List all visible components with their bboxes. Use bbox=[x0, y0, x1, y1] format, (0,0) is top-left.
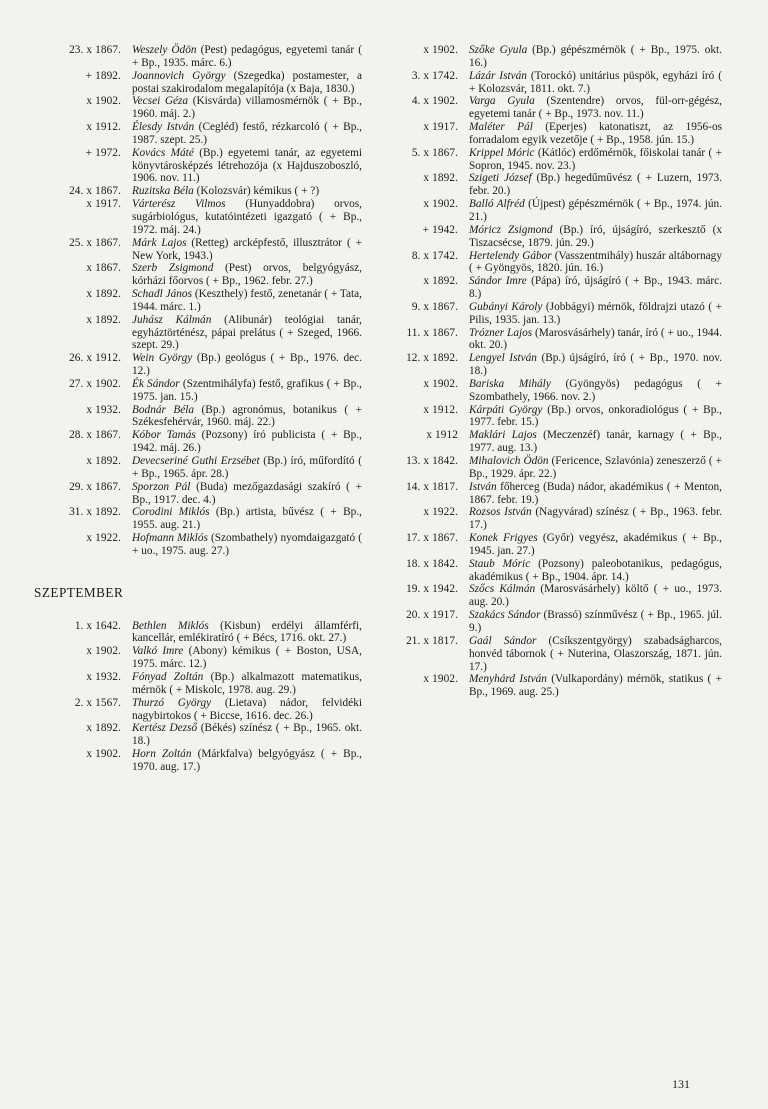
entry-description: (Brassó) színművész ( + Bp., 1965. júl. 9.) bbox=[469, 609, 722, 634]
entry-text bbox=[469, 70, 722, 96]
calendar-entry bbox=[34, 198, 362, 237]
entry-text bbox=[469, 673, 722, 699]
entry-description: (Újpest) gépészmérnök ( + Bp., 1974. jún. 21.) bbox=[469, 198, 722, 223]
calendar-entry bbox=[34, 429, 362, 455]
entry-date: x 1917. bbox=[423, 121, 458, 134]
entry-date: 24. x 1867. bbox=[69, 185, 121, 198]
entry-description: (Szegedka) postamester, a postai szakirodalom megalapítója (x Baja, 1830.) bbox=[132, 69, 362, 95]
entry-text bbox=[132, 748, 362, 774]
entry-date: x 1902. bbox=[86, 645, 121, 658]
person-name: Sporzon Pál bbox=[132, 480, 191, 493]
person-name: Balló Alfréd bbox=[469, 198, 525, 211]
entry-description: (Kátlóc) erdőmérnök, főiskolai tanár ( + Sopron, 1945. nov. 23.) bbox=[469, 146, 722, 172]
entry-description: (Bp.) hegedűművész ( + Luzern, 1973. febr. 20.) bbox=[469, 172, 722, 198]
entry-description: (Vasszentmihály) huszár altábornagy ( + Gyöngyös, 1820. jún. 16.) bbox=[469, 249, 722, 275]
entry-date: 31. x 1892. bbox=[69, 506, 121, 519]
entry-date: x 1902. bbox=[86, 748, 121, 761]
person-name: Szőke Gyula bbox=[469, 44, 528, 56]
entry-description: (Bp.) újságíró, író ( + Bp., 1970. nov. 18.) bbox=[469, 352, 722, 378]
calendar-entry bbox=[34, 378, 362, 404]
entry-description: (Abony) kémikus ( + Boston, USA, 1975. márc. 12.) bbox=[132, 645, 362, 671]
calendar-entry bbox=[34, 506, 362, 532]
entry-text bbox=[469, 121, 722, 147]
entry-text bbox=[132, 185, 362, 198]
entry-date: 26. x 1912. bbox=[69, 352, 121, 365]
entry-text bbox=[469, 224, 722, 250]
right-entries bbox=[392, 44, 722, 699]
entry-date: 17. x 1867. bbox=[406, 532, 458, 545]
entry-text bbox=[469, 404, 722, 430]
entry-description: (Vulkapordány) mérnök, statikus ( + Bp., 1969. aug. 25.) bbox=[469, 673, 722, 699]
entry-description: (Bp.) egyetemi tanár, az egyetemi könyvtárosképzés létrehozója (x Hajduszoboszló, 1906. nov. 11.) bbox=[132, 146, 363, 185]
person-name: Krippel Móric bbox=[469, 146, 535, 159]
section-title: SZEPTEMBER bbox=[34, 584, 124, 600]
entry-description: (Csíkszentgyörgy) szabadságharcos, honvéd tábornok ( + Nuterina, Olaszország, 1871. jún. 17.) bbox=[469, 634, 722, 673]
entry-text bbox=[469, 429, 722, 455]
entry-text bbox=[132, 671, 362, 697]
calendar-entry bbox=[34, 455, 362, 481]
calendar-entry bbox=[34, 645, 362, 671]
entry-date: 3. x 1742. bbox=[411, 69, 458, 82]
entry-date: x 1892. bbox=[86, 455, 121, 467]
calendar-entry bbox=[34, 44, 362, 70]
calendar-entry bbox=[34, 262, 362, 288]
calendar-entry bbox=[392, 224, 722, 250]
person-name: Bariska Mihály bbox=[469, 377, 551, 390]
entry-date: x 1902. bbox=[423, 673, 458, 686]
entry-date: 20. x 1917. bbox=[406, 609, 458, 622]
entry-description: (Bp.) orvos, onkoradiológus ( + Bp., 1977. febr. 15.) bbox=[469, 403, 722, 429]
person-name: Joannovich György bbox=[132, 69, 226, 82]
entry-text bbox=[469, 172, 722, 198]
entry-description: (Márkfalva) belgyógyász ( + Bp., 1970. aug. 17.) bbox=[132, 748, 362, 773]
entry-date: x 1902. bbox=[423, 377, 458, 390]
entry-date: + 1892. bbox=[85, 69, 121, 82]
entry-description: (Kolozsvár) kémikus ( + ?) bbox=[193, 185, 320, 198]
person-name: Schadl János bbox=[132, 288, 192, 301]
person-name: Szőcs Kálmán bbox=[469, 583, 536, 596]
entry-date: 21. x 1817. bbox=[406, 634, 458, 647]
entry-date: 12. x 1892. bbox=[406, 352, 458, 365]
entry-description: (Hunyaddobra) orvos, sugárbiológus, kutatóintézeti igazgató ( + Bp., 1972. máj. 24.) bbox=[132, 198, 363, 236]
person-name: Szerb Zsigmond bbox=[132, 262, 214, 275]
calendar-entry bbox=[392, 352, 722, 378]
person-name: Lázár István bbox=[469, 69, 527, 82]
person-name: Devecseriné Guthi Erzsébet bbox=[132, 455, 260, 467]
calendar-entry bbox=[34, 722, 362, 748]
entry-date: x 1892. bbox=[423, 172, 458, 185]
entry-description: (Keszthely) festő, zenetanár ( + Tata, 1944. márc. 1.) bbox=[132, 288, 362, 313]
left-top-entries bbox=[34, 44, 362, 558]
entry-text bbox=[469, 506, 722, 532]
entry-text bbox=[132, 481, 362, 507]
entry-description: (Buda) mezőgazdasági szakíró ( + Bp., 1917. dec. 4.) bbox=[132, 480, 363, 506]
calendar-entry bbox=[392, 198, 722, 224]
entry-description: (Fericence, Szlavónia) zeneszerző ( + Bp., 1929. ápr. 22.) bbox=[469, 455, 722, 480]
calendar-entry bbox=[392, 455, 722, 481]
calendar-entry bbox=[34, 95, 362, 121]
calendar-entry bbox=[34, 532, 362, 558]
entry-text bbox=[132, 70, 362, 96]
entry-description: (Eperjes) katonatiszt, az 1956-os forradalom egyik vezetője ( + Bp., 1958. jún. 15.) bbox=[469, 121, 722, 146]
entry-date: x 1912. bbox=[423, 403, 458, 416]
person-name: Corodini Miklós bbox=[132, 506, 210, 519]
entry-text bbox=[469, 352, 722, 378]
entry-text bbox=[469, 455, 722, 481]
person-name: Fónyad Zoltán bbox=[132, 670, 204, 683]
calendar-entry bbox=[34, 748, 362, 774]
entry-text bbox=[469, 558, 722, 584]
entry-date: x 1902. bbox=[423, 198, 458, 211]
person-name: Staub Móric bbox=[469, 557, 531, 570]
entry-text bbox=[469, 481, 722, 507]
entry-date: x 1922. bbox=[86, 532, 121, 545]
person-name: Kertész Dezső bbox=[132, 722, 198, 735]
entry-text bbox=[469, 301, 722, 327]
entry-description: (Pest) pedagógus, egyetemi tanár ( + Bp., 1935. márc. 6.) bbox=[132, 44, 363, 69]
calendar-entry bbox=[392, 673, 722, 699]
entry-text bbox=[132, 352, 362, 378]
entry-text bbox=[469, 635, 722, 674]
right-column bbox=[392, 44, 722, 699]
calendar-entry bbox=[392, 532, 722, 558]
entry-date: 14. x 1817. bbox=[406, 480, 458, 493]
entry-description: (Retteg) arcképfestő, illusztrátor ( + New York, 1943.) bbox=[132, 236, 362, 262]
entry-text bbox=[469, 609, 722, 635]
entry-date: 11. x 1867. bbox=[406, 326, 458, 339]
entry-date: 8. x 1742. bbox=[411, 249, 458, 262]
entry-text bbox=[132, 237, 362, 263]
entry-text bbox=[132, 288, 362, 314]
person-name: Móricz Zsigmond bbox=[469, 223, 553, 236]
entry-date: 23. x 1867. bbox=[69, 44, 121, 56]
entry-description: főherceg (Buda) nádor, akadémikus ( + Menton, 1867. febr. 19.) bbox=[469, 480, 722, 506]
person-name: Bodnár Béla bbox=[132, 403, 195, 416]
calendar-entry bbox=[34, 671, 362, 697]
entry-text bbox=[132, 697, 362, 723]
calendar-entry bbox=[392, 404, 722, 430]
entry-text bbox=[132, 198, 362, 237]
entry-text bbox=[132, 95, 362, 121]
calendar-entry bbox=[34, 70, 362, 96]
entry-text bbox=[132, 532, 362, 558]
entry-description: (Bp.) alkalmazott matematikus, mérnök ( + Miskolc, 1978. aug. 29.) bbox=[132, 670, 363, 696]
entry-date: 18. x 1842. bbox=[406, 557, 458, 570]
entry-text bbox=[469, 532, 722, 558]
calendar-entry bbox=[392, 275, 722, 301]
entry-description: (Bp.) gépészmérnök ( + Bp., 1975. okt. 16.) bbox=[469, 44, 723, 69]
person-name: Kóbor Tamás bbox=[132, 429, 196, 442]
entry-description: (Bp.) író, műfordító ( + Bp., 1965. ápr. 28.) bbox=[132, 455, 362, 480]
person-name: Gaál Sándor bbox=[469, 634, 537, 647]
entry-text bbox=[469, 147, 722, 173]
calendar-entry bbox=[34, 620, 362, 646]
calendar-entry bbox=[34, 481, 362, 507]
entry-text bbox=[132, 44, 362, 70]
entry-description: (Meczenzéf) tanár, karnagy ( + Bp., 1977. aug. 13.) bbox=[469, 429, 722, 455]
entry-text bbox=[132, 262, 362, 288]
calendar-entry bbox=[392, 121, 722, 147]
person-name: Gubányi Károly bbox=[469, 300, 543, 313]
calendar-entry bbox=[392, 70, 722, 96]
person-name: Valkó Imre bbox=[132, 645, 184, 658]
entry-text bbox=[469, 583, 722, 609]
person-name: Mihalovich Ödön bbox=[469, 455, 549, 467]
entry-date: 13. x 1842. bbox=[406, 455, 458, 467]
person-name: Élesdy István bbox=[132, 121, 195, 134]
entry-description: (Torockó) unitárius püspök, egyházi író ( + Kolozsvár, 1811. okt. 7.) bbox=[469, 69, 722, 95]
entry-text bbox=[469, 327, 722, 353]
entry-date: x 1912 bbox=[426, 429, 458, 442]
calendar-entry bbox=[392, 558, 722, 584]
entry-description: (Bp.) agronómus, botanikus ( + Székesfehérvár, 1960. máj. 22.) bbox=[132, 403, 362, 429]
entry-description: (Pápa) író, újságíró ( + Bp., 1943. márc. 8.) bbox=[469, 275, 722, 301]
calendar-entry bbox=[34, 697, 362, 723]
entry-description: (Alibunár) teológiai tanár, egyháztörténész, pápai prelátus ( + Szeged, 1966. szept. 29.) bbox=[132, 313, 362, 352]
calendar-entry bbox=[392, 378, 722, 404]
person-name: Lengyel István bbox=[469, 352, 537, 365]
entry-date: x 1902. bbox=[86, 95, 121, 108]
entry-text bbox=[132, 404, 362, 430]
entry-date: x 1932. bbox=[86, 670, 121, 683]
entry-date: + 1972. bbox=[85, 146, 121, 159]
entry-text bbox=[132, 378, 362, 404]
entry-date: x 1917. bbox=[86, 198, 121, 211]
calendar-entry bbox=[34, 237, 362, 263]
calendar-entry bbox=[34, 185, 362, 198]
entry-description: (Békés) színész ( + Bp., 1965. okt. 18.) bbox=[132, 722, 362, 748]
entry-description: (Kisvárda) villamosmérnök ( + Bp., 1960. máj. 2.) bbox=[132, 95, 362, 121]
calendar-entry bbox=[392, 301, 722, 327]
entry-date: x 1932. bbox=[86, 403, 121, 416]
calendar-entry bbox=[392, 147, 722, 173]
person-name: Rozsos István bbox=[469, 506, 532, 519]
entry-text bbox=[469, 378, 722, 404]
entry-text bbox=[469, 250, 722, 276]
entry-date: 25. x 1867. bbox=[69, 236, 121, 249]
entry-text bbox=[469, 198, 722, 224]
entry-date: 5. x 1867. bbox=[411, 146, 458, 159]
person-name: Ék Sándor bbox=[132, 377, 180, 390]
person-name: Juhász Kálmán bbox=[132, 313, 212, 326]
entry-text bbox=[132, 645, 362, 671]
person-name: Szigeti József bbox=[469, 172, 532, 185]
calendar-entry bbox=[34, 288, 362, 314]
calendar-entry bbox=[392, 506, 722, 532]
calendar-entry bbox=[392, 250, 722, 276]
calendar-entry bbox=[34, 314, 362, 353]
left-bottom-entries bbox=[34, 620, 362, 774]
entry-date: 2. x 1567. bbox=[74, 696, 121, 709]
person-name: Sándor Imre bbox=[469, 275, 527, 288]
entry-text bbox=[469, 95, 722, 121]
person-name: Wein György bbox=[132, 352, 193, 365]
entry-date: 29. x 1867. bbox=[69, 480, 121, 493]
person-name: Hertelendy Gábor bbox=[469, 249, 552, 262]
calendar-entry bbox=[392, 172, 722, 198]
entry-date: x 1892. bbox=[86, 313, 121, 326]
person-name: Trózner Lajos bbox=[469, 326, 533, 339]
entry-description: (Pozsony) író publicista ( + Bp., 1942. máj. 26.) bbox=[132, 429, 362, 455]
calendar-entry bbox=[392, 609, 722, 635]
person-name: Weszely Ödön bbox=[132, 44, 197, 56]
person-name: Márk Lajos bbox=[132, 236, 187, 249]
person-name: Thurzó György bbox=[132, 696, 212, 709]
person-name: Vecsei Géza bbox=[132, 95, 189, 108]
entry-text bbox=[469, 275, 722, 301]
person-name: Kovács Máté bbox=[132, 146, 194, 159]
entry-description: (Kisbun) erdélyi államférfi, kancellár, emlékiratíró ( + Bécs, 1716. okt. 27.) bbox=[132, 619, 362, 645]
entry-date: 27. x 1902. bbox=[69, 377, 121, 390]
entry-description: (Jobbágyi) mérnök, földrajzi utazó ( + Pilis, 1935. jan. 13.) bbox=[469, 300, 722, 326]
entry-text bbox=[132, 620, 362, 646]
entry-text bbox=[132, 506, 362, 532]
person-name: Maklári Lajos bbox=[469, 429, 537, 442]
entry-description: (Szombathely) nyomdaigazgató ( + uo., 1975. aug. 27.) bbox=[132, 532, 363, 557]
person-name: Kárpáti György bbox=[469, 403, 543, 416]
entry-text bbox=[132, 121, 362, 147]
person-name: Szakács Sándor bbox=[469, 609, 541, 622]
calendar-entry bbox=[34, 121, 362, 147]
person-name: Konek Frigyes bbox=[469, 532, 538, 545]
calendar-entry bbox=[392, 429, 722, 455]
entry-date: 1. x 1642. bbox=[74, 619, 121, 632]
entry-description: (Lietava) nádor, felvidéki nagybirtokos ( + Biccse, 1616. dec. 26.) bbox=[132, 696, 362, 722]
entry-description: (Pest) orvos, belgyógyász, kórházi főorvos ( + Bp., 1962. febr. 27.) bbox=[132, 262, 362, 288]
entry-date: x 1892. bbox=[86, 288, 121, 301]
entry-description: (Gyöngyös) pedagógus ( + Szombathely, 1966. nov. 2.) bbox=[469, 377, 723, 403]
person-name: Ruzitska Béla bbox=[132, 185, 194, 198]
calendar-entry bbox=[34, 352, 362, 378]
calendar-entry bbox=[34, 404, 362, 430]
calendar-entry bbox=[34, 147, 362, 186]
entry-text bbox=[132, 722, 362, 748]
entry-description: (Győr) vegyész, akadémikus ( + Bp., 1945. jan. 27.) bbox=[469, 532, 722, 557]
entry-date: 4. x 1902. bbox=[411, 95, 458, 108]
entry-description: (Bp.) geológus ( + Bp., 1976. dec. 12.) bbox=[132, 352, 362, 378]
entry-text bbox=[469, 44, 722, 70]
entry-date: 9. x 1867. bbox=[411, 300, 458, 313]
left-column bbox=[34, 44, 362, 774]
entry-description: (Marosvásárhely) tanár, író ( + uo., 1944. okt. 20.) bbox=[469, 326, 722, 352]
entry-date: x 1902. bbox=[423, 44, 458, 56]
person-name: Varga Gyula bbox=[469, 95, 535, 108]
entry-description: (Szentmihályfa) festő, grafikus ( + Bp., 1975. jan. 15.) bbox=[132, 377, 362, 403]
entry-description: (Nagyvárad) színész ( + Bp., 1963. febr. 17.) bbox=[469, 506, 722, 532]
entry-description: (Bp.) artista, bűvész ( + Bp., 1955. aug. 21.) bbox=[132, 506, 362, 532]
entry-date: x 1892. bbox=[86, 722, 121, 735]
entry-text bbox=[132, 147, 362, 186]
calendar-entry bbox=[392, 44, 722, 70]
person-name: Menyhárd István bbox=[469, 673, 547, 686]
entry-date: x 1867. bbox=[86, 262, 121, 275]
person-name: Horn Zoltán bbox=[132, 748, 192, 761]
entry-date: + 1942. bbox=[422, 223, 458, 236]
entry-description: (Bp.) író, újságíró, szerkesztő (x Tiszacsécse, 1879. jún. 29.) bbox=[469, 223, 722, 249]
page-number: 131 bbox=[672, 1077, 690, 1091]
person-name: Maléter Pál bbox=[469, 121, 533, 134]
entry-date: 28. x 1867. bbox=[69, 429, 121, 442]
entry-date: x 1912. bbox=[86, 121, 121, 134]
calendar-entry bbox=[392, 481, 722, 507]
entry-description: (Pozsony) paleobotanikus, pedagógus, akadémikus ( + Bp., 1904. ápr. 14.) bbox=[469, 557, 722, 583]
entry-description: (Marosvásárhely) költő ( + uo., 1973. aug. 20.) bbox=[469, 583, 722, 609]
person-name: Bethlen Miklós bbox=[132, 619, 209, 632]
entry-text bbox=[132, 429, 362, 455]
entry-description: (Szentendre) orvos, fül-orr-gégész, egyetemi tanár ( + Bp., 1973. nov. 11.) bbox=[469, 95, 722, 121]
entry-description: (Cegléd) festő, rézkarcoló ( + Bp., 1987. szept. 25.) bbox=[132, 121, 362, 146]
entry-text bbox=[132, 455, 362, 481]
person-name: Hofmann Miklós bbox=[132, 532, 208, 545]
calendar-entry bbox=[392, 583, 722, 609]
calendar-entry bbox=[392, 95, 722, 121]
calendar-entry bbox=[392, 327, 722, 353]
entry-date: x 1892. bbox=[423, 275, 458, 288]
entry-text bbox=[132, 314, 362, 353]
calendar-entry bbox=[392, 635, 722, 674]
entry-date: x 1922. bbox=[423, 506, 458, 519]
person-name: Várterész Vilmos bbox=[132, 198, 226, 211]
person-name: István bbox=[469, 480, 497, 493]
entry-date: 19. x 1942. bbox=[406, 583, 458, 596]
